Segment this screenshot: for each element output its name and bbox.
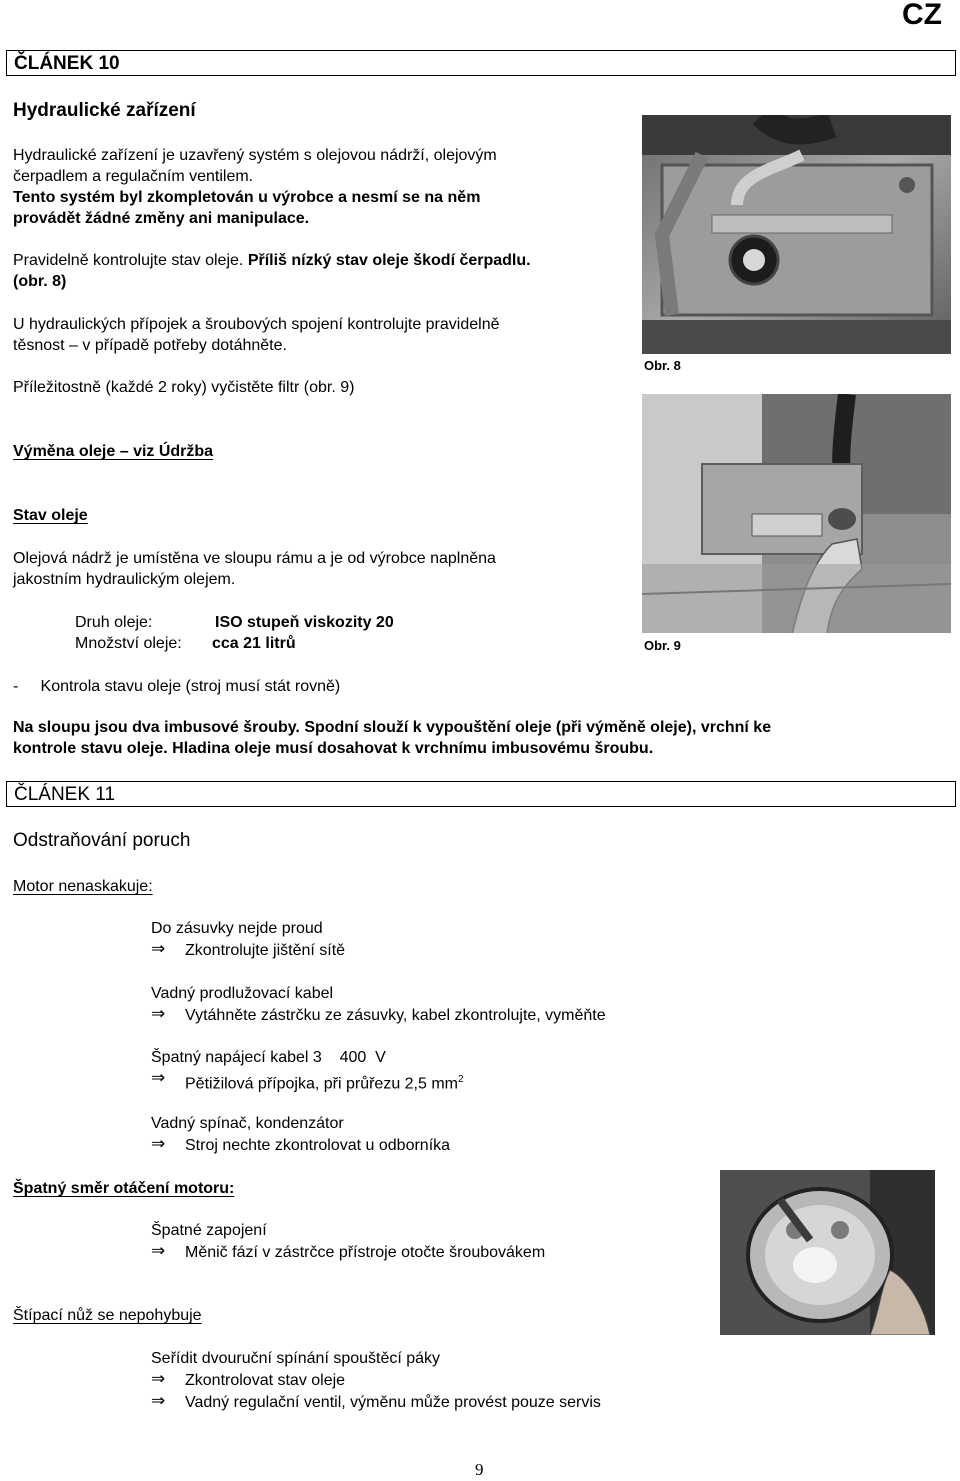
tank-line1: Olejová nádrž je umístěna ve sloupu rámu a je od výrobce naplněna [13, 550, 496, 567]
arrow-icon: ⇒ [151, 1369, 166, 1389]
cause-two-hand-control: Seřídit dvouruční spínání spouštěcí páky [151, 1350, 441, 1367]
article-10-heading-box [6, 50, 956, 76]
connections-line2: těsnost – v případě potřeby dotáhněte. [13, 337, 287, 354]
oil-quantity-value: cca 21 litrů [212, 635, 296, 652]
article-11-heading-box [6, 781, 956, 807]
filter-note: Příležitostně (každé 2 roky) vyčistěte filtr (obr. 9) [13, 379, 355, 396]
arrow-icon: ⇒ [151, 1391, 166, 1411]
cause-supply-cable: Špatný napájecí kabel 3 400 V [151, 1049, 386, 1066]
arrow-icon: ⇒ [151, 1004, 166, 1024]
oil-change-heading: Výměna oleje – viz Údržba [13, 443, 214, 460]
level-check-item: - Kontrola stavu oleje (stroj musí stát rovně) [13, 678, 341, 695]
cause-no-power: Do zásuvky nejde proud [151, 920, 323, 937]
article-11-heading: ČLÁNEK 11 [14, 784, 116, 805]
arrow-icon: ⇒ [151, 1134, 166, 1154]
oil-level-heading: Stav oleje [13, 507, 88, 524]
arrow-icon: ⇒ [151, 1241, 166, 1261]
superscript-2: 2 [458, 1074, 464, 1085]
screws-line2: kontrole stavu oleje. Hladina oleje musí dosahovat k vrchnímu imbusovému šroubu. [13, 740, 654, 757]
connections-line1: U hydraulických přípojek a šroubových spojení kontrolujte pravidelně [13, 316, 500, 333]
factory-note-line1: Tento systém byl zkompletován u výrobce a nesmí se na něm [13, 189, 481, 206]
oil-check-line2: (obr. 8) [13, 273, 67, 290]
screws-line1: Na sloupu jsou dva imbusové šrouby. Spodní slouží k vypouštění oleje (při výměně oleje), vrchní ke [13, 719, 772, 736]
hydraulics-intro-line1: Hydraulické zařízení je uzavřený systém s olejovou nádrží, olejovým [13, 147, 497, 164]
oil-check-warning: Příliš nízký stav oleje škodí čerpadlu. [247, 252, 531, 269]
remedy-five-wire-text: Pětižilová přípojka, při průřezu 2,5 mm [185, 1075, 458, 1093]
cause-wrong-wiring: Špatné zapojení [151, 1222, 267, 1239]
hydraulics-title: Hydraulické zařízení [13, 100, 196, 121]
arrow-icon: ⇒ [151, 1068, 166, 1088]
tank-line2: jakostním hydraulickým olejem. [13, 571, 236, 588]
figure-8-photo [642, 115, 951, 354]
factory-note-line2: provádět žádné změny ani manipulace. [13, 210, 310, 227]
cause-extension-cable: Vadný prodlužovací kabel [151, 985, 334, 1002]
cause-switch-capacitor: Vadný spínač, kondenzátor [151, 1115, 344, 1132]
figure-8-caption: Obr. 8 [644, 358, 681, 373]
blade-not-moving-heading: Štípací nůž se nepohybuje [13, 1307, 202, 1324]
article-10-heading: ČLÁNEK 10 [14, 53, 120, 74]
figure-9-photo [642, 394, 951, 633]
oil-type-value: ISO stupeň viskozity 20 [215, 614, 394, 631]
figure-9-caption: Obr. 9 [644, 638, 681, 653]
wrong-rotation-heading: Špatný směr otáčení motoru: [13, 1180, 235, 1197]
oil-type-label: Druh oleje: [75, 614, 153, 631]
arrow-icon: ⇒ [151, 939, 166, 959]
remedy-check-fuse: Zkontrolujte jištění sítě [185, 942, 346, 959]
remedy-five-wire [185, 1069, 464, 1094]
remedy-check-oil: Zkontrolovat stav oleje [185, 1372, 346, 1389]
remedy-valve-service: Vadný regulační ventil, výměnu může provést pouze servis [185, 1394, 601, 1411]
page-number: 9 [475, 1460, 484, 1479]
language-code: CZ [902, 0, 942, 31]
motor-not-starting-heading: Motor nenaskakuje: [13, 878, 153, 895]
remedy-phase-changer: Měnič fází v zástrčce přístroje otočte šroubovákem [185, 1244, 546, 1261]
oil-check-line1 [13, 250, 531, 271]
troubleshooting-title: Odstraňování poruch [13, 830, 191, 851]
hydraulics-intro-line2: čerpadlem a regulačním ventilem. [13, 168, 254, 185]
phase-changer-photo [720, 1170, 935, 1335]
remedy-replace-cable: Vytáhněte zástrčku ze zásuvky, kabel zkontrolujte, vyměňte [185, 1007, 606, 1024]
oil-quantity-label: Množství oleje: [75, 635, 182, 652]
remedy-expert-check: Stroj nechte zkontrolovat u odborníka [185, 1137, 451, 1154]
oil-check-normal: Pravidelně kontrolujte stav oleje. [13, 252, 244, 269]
